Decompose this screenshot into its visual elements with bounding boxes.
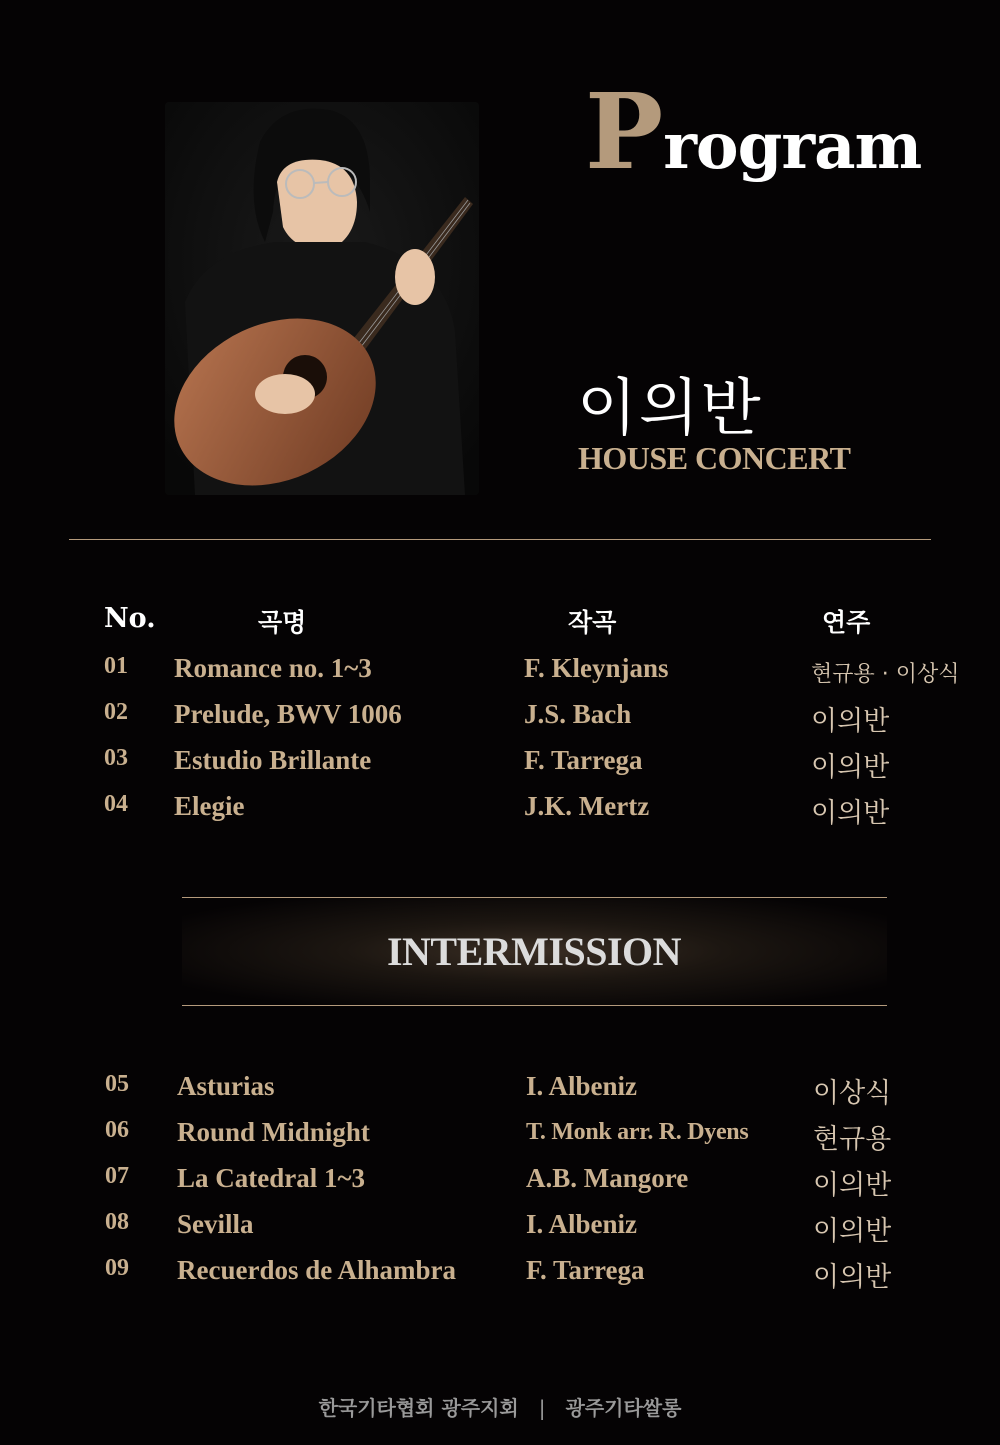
row-performer: 현규용 [813, 1124, 892, 1155]
row-number: 01 [104, 653, 128, 679]
program-row [0, 1117, 1000, 1157]
program-row [0, 699, 1000, 739]
column-header-composer: 작곡 [568, 608, 617, 637]
row-title: Romance no. 1~3 [174, 653, 372, 683]
intermission-top-rule [182, 897, 887, 898]
row-composer: F. Tarrega [524, 745, 643, 775]
row-number: 06 [105, 1117, 129, 1143]
program-row [0, 653, 1000, 693]
program-title-initial: P [585, 70, 664, 193]
row-number: 09 [105, 1255, 129, 1281]
program-title-rest: rogram [663, 109, 922, 184]
row-performer: 현규용 · 이상식 [811, 662, 960, 687]
performer-photo [165, 102, 479, 495]
header-divider [69, 539, 931, 540]
performer-name: 이의반 [577, 371, 763, 444]
column-header-piece: 곡명 [258, 608, 307, 637]
column-header-performer: 연주 [822, 608, 871, 637]
row-title: Asturias [177, 1071, 275, 1101]
row-composer: J.K. Mertz [524, 791, 650, 821]
row-title: La Catedral 1~3 [177, 1163, 366, 1193]
row-composer: A.B. Mangore [526, 1163, 689, 1193]
row-composer: I. Albeniz [526, 1071, 638, 1101]
row-number: 05 [105, 1071, 129, 1097]
intermission-label: INTERMISSION [386, 929, 682, 974]
row-number: 04 [104, 791, 128, 817]
row-performer: 이의반 [813, 1262, 892, 1293]
program-row [0, 791, 1000, 831]
row-title: Sevilla [177, 1209, 254, 1239]
row-performer: 이의반 [811, 752, 890, 783]
row-composer: F. Tarrega [526, 1255, 645, 1285]
row-number: 08 [105, 1209, 129, 1235]
footer-organizer: 한국기타협회 광주지회 [318, 1396, 519, 1420]
row-title: Recuerdos de Alhambra [177, 1255, 456, 1285]
row-composer: F. Kleynjans [524, 653, 669, 683]
row-performer: 이의반 [811, 798, 890, 829]
program-title [585, 70, 975, 200]
row-number: 07 [105, 1163, 129, 1189]
row-performer: 이의반 [813, 1216, 892, 1247]
row-title: Elegie [174, 791, 245, 821]
guitarist-illustration [165, 102, 479, 495]
footer-separator: | [538, 1396, 546, 1420]
row-number: 02 [104, 699, 128, 725]
row-composer: I. Albeniz [526, 1209, 638, 1239]
footer [0, 1392, 1000, 1421]
row-performer: 이의반 [813, 1170, 892, 1201]
row-title: Estudio Brillante [174, 745, 372, 775]
column-header-no: No. [104, 603, 156, 634]
footer-venue: 광주기타쌀롱 [565, 1396, 682, 1420]
row-performer: 이의반 [811, 706, 890, 737]
program-row [0, 745, 1000, 785]
program-row [0, 1163, 1000, 1203]
row-number: 03 [104, 745, 128, 771]
program-row [0, 1071, 1000, 1111]
concert-title: HOUSE CONCERT [578, 440, 851, 476]
intermission-bottom-rule [182, 1005, 887, 1006]
row-composer: T. Monk arr. R. Dyens [526, 1119, 749, 1145]
row-performer: 이상식 [813, 1078, 892, 1109]
row-title: Round Midnight [177, 1117, 370, 1147]
program-row [0, 1209, 1000, 1249]
program-row [0, 1255, 1000, 1295]
row-title: Prelude, BWV 1006 [174, 699, 402, 729]
row-composer: J.S. Bach [524, 699, 632, 729]
